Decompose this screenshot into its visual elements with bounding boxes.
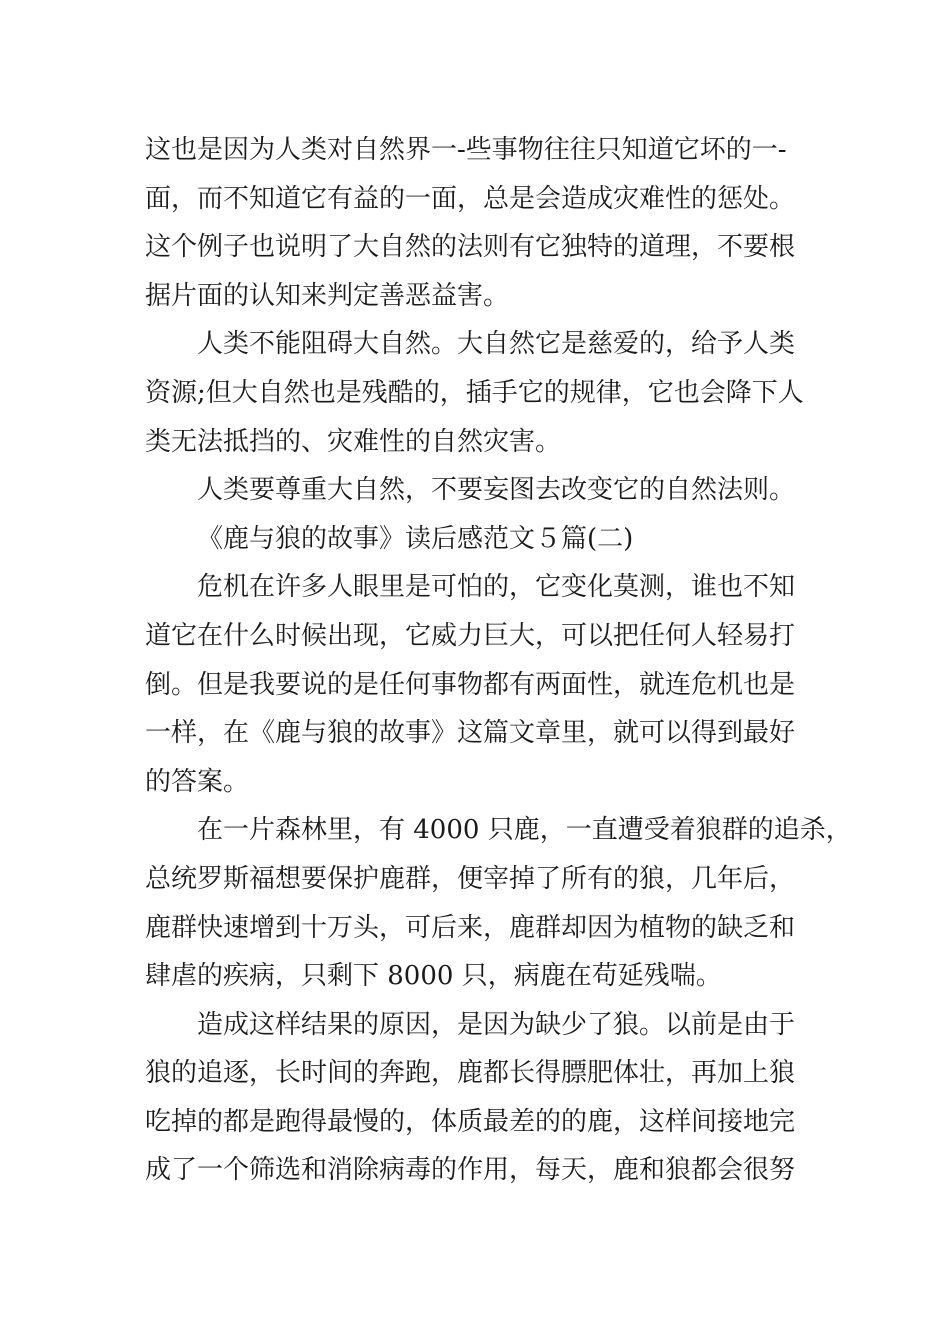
text-line: 的答案。 (145, 766, 250, 797)
text-line: 资源;但大自然也是残酷的，插手它的规律，它也会降下人 (145, 377, 804, 408)
text-line: 类无法抵挡的、灾难性的自然灾害。 (145, 426, 562, 457)
paragraph-first-line: 在一片森林里，有 4000 只鹿，一直遭受着狼群的追杀， (197, 815, 852, 846)
paragraph-first-line: 造成这样结果的原因，是因为缺少了狼。以前是由于 (197, 1009, 796, 1040)
section-heading: 《鹿与狼的故事》读后感范文５篇(二) (197, 523, 634, 554)
text-line: 肆虐的疾病，只剩下 8000 只，病鹿在苟延残喘。 (145, 961, 722, 992)
text-line: 据片面的认知来判定善恶益害。 (145, 280, 510, 311)
text-line: 鹿群快速增到十万头，可后来，鹿群却因为植物的缺乏和 (145, 912, 796, 943)
document-body (145, 126, 852, 1195)
text-line: 一样，在《鹿与狼的故事》这篇文章里，就可以得到最好 (145, 718, 796, 749)
text-line: 倒。但是我要说的是任何事物都有两面性，就连危机也是 (145, 669, 796, 700)
paragraph-first-line: 人类不能阻碍大自然。大自然它是慈爱的，给予人类 (197, 329, 796, 360)
paragraph-first-line: 人类要尊重大自然，不要妄图去改变它的自然法则。 (197, 475, 796, 506)
text-line: 道它在什么时候出现，它威力巨大，可以把任何人轻易打 (145, 620, 796, 651)
text-line: 这个例子也说明了大自然的法则有它独特的道理，不要根 (145, 232, 796, 263)
text-line: 狼的追逐，长时间的奔跑，鹿都长得膘肥体壮，再加上狼 (145, 1058, 796, 1089)
text-line: 吃掉的都是跑得最慢的，体质最差的的鹿，这样间接地完 (145, 1106, 796, 1137)
text-line: 这也是因为人类对自然界一-些事物往往只知道它坏的一- (145, 135, 787, 165)
text-line: 面，而不知道它有益的一面，总是会造成灾难性的惩处。 (145, 183, 796, 214)
text-line: 成了一个筛选和消除病毒的作用，每天，鹿和狼都会很努 (145, 1155, 796, 1186)
text-line: 总统罗斯福想要保护鹿群，便宰掉了所有的狼，几年后， (145, 863, 796, 894)
paragraph-first-line: 危机在许多人眼里是可怕的，它变化莫测，谁也不知 (197, 572, 796, 603)
